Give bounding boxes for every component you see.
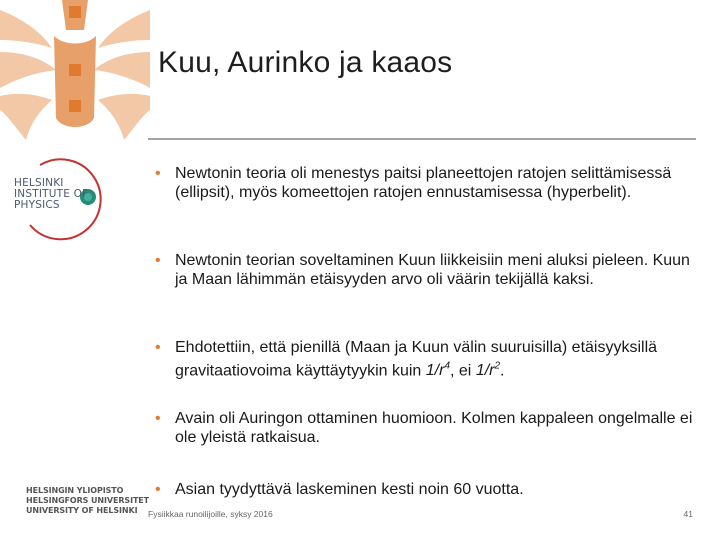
bullet-text-part: , ei <box>450 362 476 380</box>
hip-logo-line-2: INSTITUTE OF <box>14 188 89 200</box>
footer-course-name: Fysiikkaa runoilijoille, syksy 2016 <box>148 509 273 519</box>
bullet-text: Avain oli Auringon ottaminen huomioon. Kolmen kappaleen ongelmalle ei ole yleistä ratkaisua. <box>175 410 693 446</box>
bullet-icon: • <box>155 410 161 427</box>
slide-title: Kuu, Aurinko ja kaaos <box>158 46 453 79</box>
title-divider <box>148 138 696 140</box>
formula-inverse-r2: $1/r^2$ <box>475 361 501 380</box>
university-name-en: UNIVERSITY OF HELSINKI <box>26 506 138 515</box>
bullet-item <box>155 409 695 447</box>
bullet-text: Asian tyydyttävä laskeminen kesti noin 60 vuotta. <box>175 481 524 498</box>
formula-inverse-r4: $1/r^4$ <box>425 361 451 380</box>
bullet-text <box>175 339 657 379</box>
hip-logo-line-1: HELSINKI <box>14 177 64 189</box>
bullet-item <box>155 480 695 499</box>
university-name-fi: HELSINGIN YLIOPISTO <box>26 486 124 495</box>
bullet-item <box>155 251 695 289</box>
university-flame-logo <box>0 0 150 150</box>
bullet-icon: • <box>155 339 161 356</box>
bullet-text: Newtonin teorian soveltaminen Kuun liikkeisiin meni aluksi pieleen. Kuun ja Maan lähimmän etäisyyden arvo oli väärin tekijällä kaksi. <box>175 252 690 288</box>
bullet-icon: • <box>155 165 161 182</box>
university-name-sv: HELSINGFORS UNIVERSITET <box>26 496 150 505</box>
page-number: 41 <box>683 509 693 519</box>
university-wordmark <box>26 486 150 516</box>
bullet-text-part: Ehdotettiin, että pienillä (Maan ja Kuun välin suuruisilla) etäisyyksillä gravitaatiovoima käyttäytyykin kuin <box>175 339 658 380</box>
bullet-icon: • <box>155 252 161 269</box>
bullet-icon: • <box>155 481 161 498</box>
hip-logo-line-3: PHYSICS <box>14 199 60 211</box>
bullet-item <box>155 338 695 380</box>
bullet-text: Newtonin teoria oli menestys paitsi planeettojen ratojen selittämisessä (ellipsit), myös komeettojen ratojen ennustamisessa (hyperbelit). <box>175 165 672 201</box>
bullet-item <box>155 164 695 202</box>
bullet-text-part: . <box>500 362 505 380</box>
